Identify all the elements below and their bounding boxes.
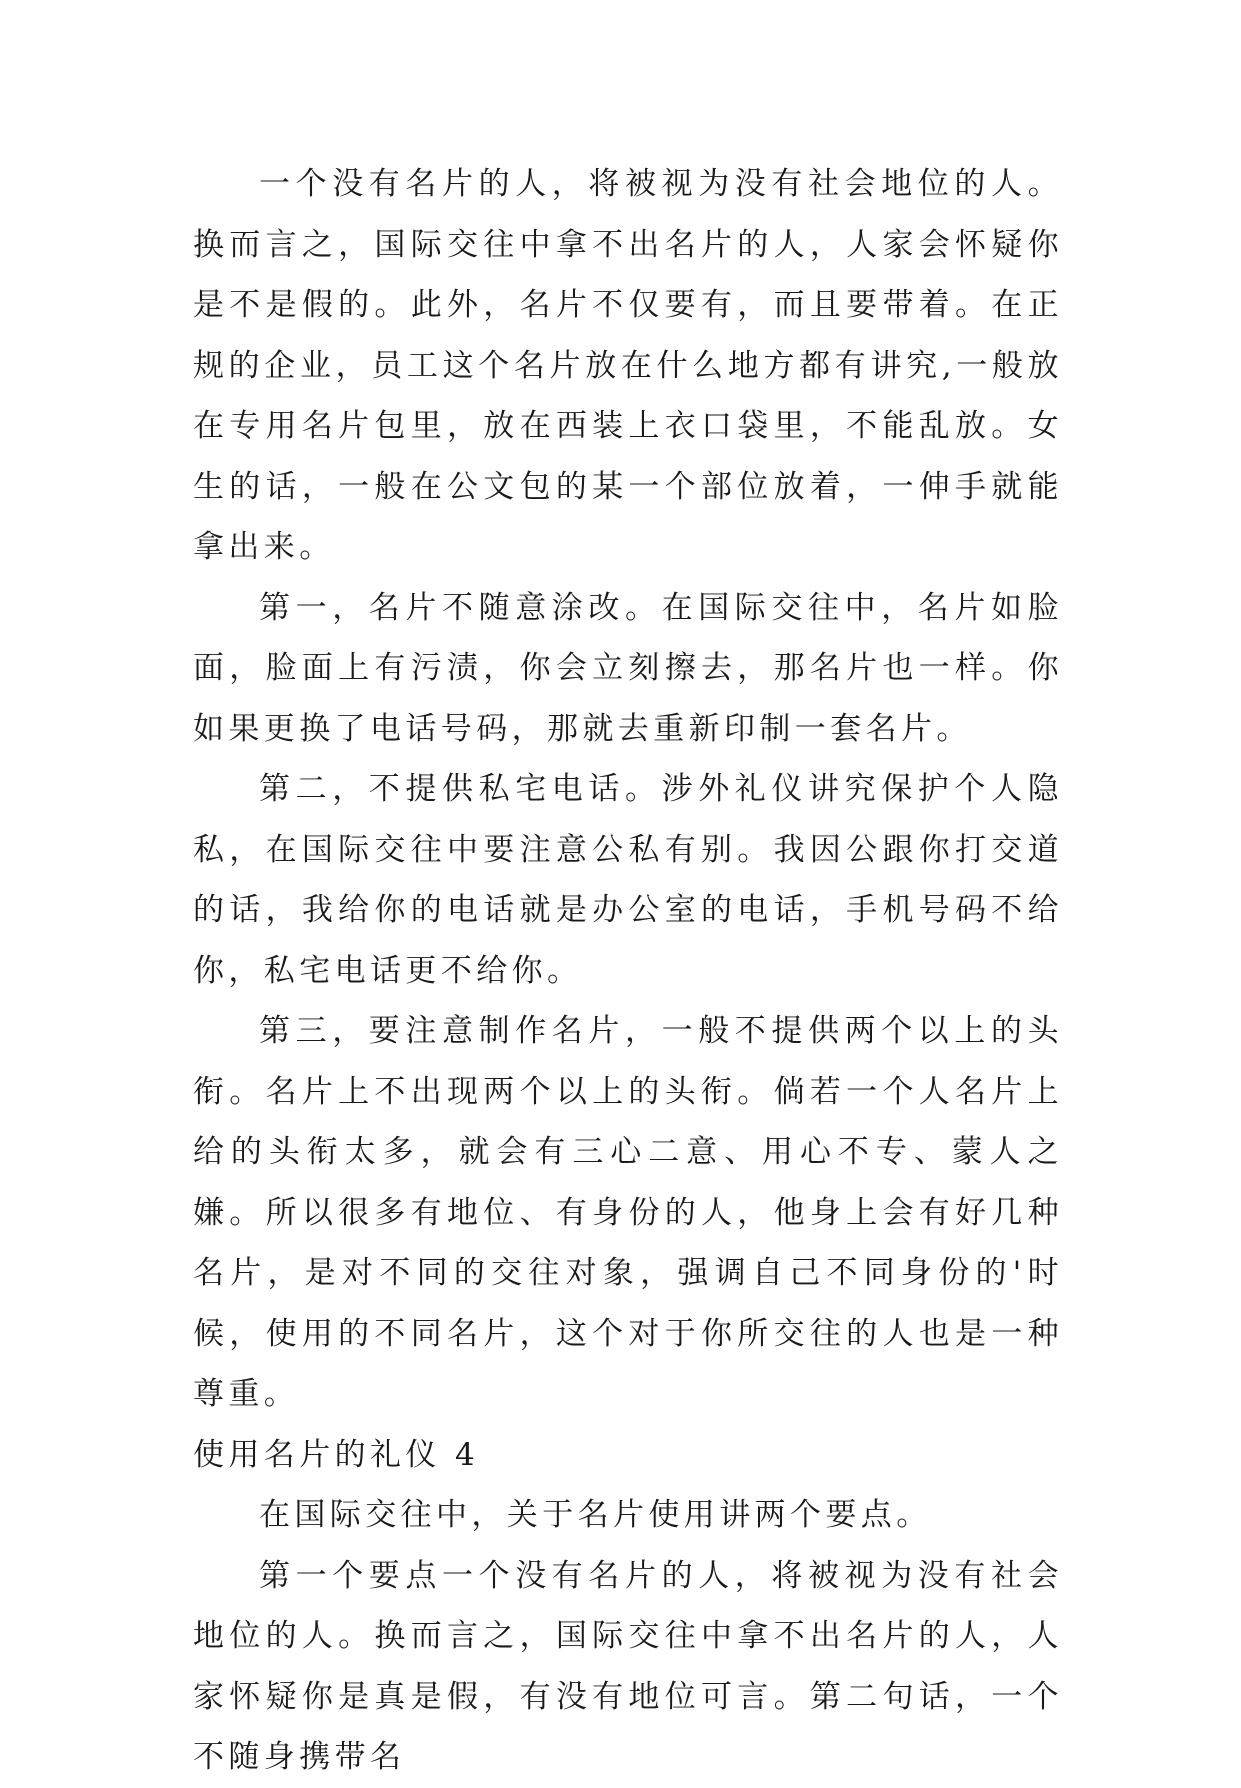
section-heading: 使用名片的礼仪 4 — [193, 1436, 480, 1473]
paragraph-business-card-importance: 一个没有名片的人，将被视为没有社会地位的人。换而言之，国际交往中拿不出名片的人，人家会怀疑你是不是假的。此外，名片不仅要有，而且要带着。在正规的企业，员工这个名片放在什么地方都有讲究,一般放在专用名片包里，放在西装上衣口袋里，不能乱放。女生的话，一般在公文包的某一个部位放着，一伸手就能拿出来。 — [193, 166, 1063, 565]
paragraph-intro-two-points: 在国际交往中，关于名片使用讲两个要点。 — [259, 1497, 932, 1533]
paragraph-first-key-point: 第一个要点一个没有名片的人，将被视为没有社会地位的人。换而言之，国际交往中拿不出名片的人，人家怀疑你是真是假，有没有地位可言。第二句话，一个不随身携带名 — [193, 1557, 1063, 1775]
paragraph-point-three: 第三，要注意制作名片，一般不提供两个以上的头衔。名片上不出现两个以上的头衔。倘若一个人名片上给的头衔太多，就会有三心二意、用心不专、蒙人之嫌。所以很多有地位、有身份的人，他身上会有好几种名片，是对不同的交往对象，强调自己不同身份的'时候，使用的不同名片，这个对于你所交往的人也是一种尊重。 — [193, 1013, 1063, 1412]
paragraph-point-two: 第二，不提供私宅电话。涉外礼仪讲究保护个人隐私，在国际交往中要注意公私有别。我因公跟你打交道的话，我给你的电话就是办公室的电话，手机号码不给你，私宅电话更不给你。 — [193, 771, 1063, 989]
paragraph-point-one: 第一，名片不随意涂改。在国际交往中，名片如脸面，脸面上有污渍，你会立刻擦去，那名片也一样。你如果更换了电话号码，那就去重新印制一套名片。 — [193, 589, 1063, 747]
document-page — [193, 154, 1063, 1788]
